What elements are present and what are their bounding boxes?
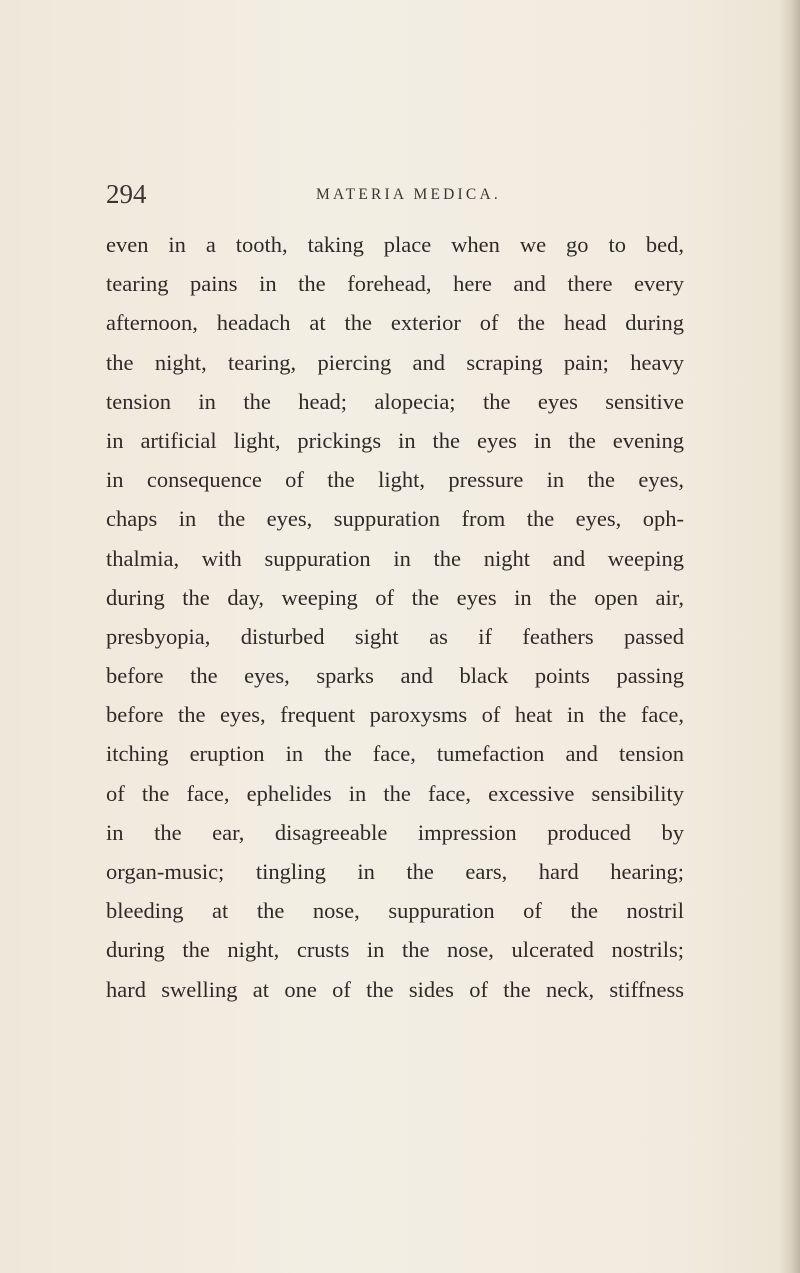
- text-line: tearing pains in the forehead, here and there every: [106, 271, 684, 297]
- text-line: the night, tearing, piercing and scraping pain; heavy: [106, 349, 684, 375]
- running-head: MATERIA MEDICA.: [316, 186, 501, 203]
- text-line: itching eruption in the face, tumefaction and tension: [106, 741, 684, 767]
- text-line: afternoon, headach at the exterior of the head during: [106, 310, 684, 336]
- body-text: [106, 225, 684, 1009]
- text-line: organ-music; tingling in the ears, hard hearing;: [106, 859, 684, 884]
- text-line: before the eyes, sparks and black points passing: [106, 663, 684, 689]
- text-line: in consequence of the light, pressure in the eyes,: [106, 467, 684, 493]
- text-line: chaps in the eyes, suppuration from the eyes, oph-: [106, 506, 684, 532]
- text-line: hard swelling at one of the sides of the neck, stiffness: [106, 976, 684, 1002]
- text-line: tension in the head; alopecia; the eyes sensitive: [106, 388, 684, 414]
- text-line: in the ear, disagreeable impression produced by: [106, 819, 684, 845]
- text-line: during the day, weeping of the eyes in the open air,: [106, 584, 684, 610]
- page-header: [106, 178, 706, 214]
- text-line: even in a tooth, taking place when we go to bed,: [106, 232, 684, 257]
- text-line: during the night, crusts in the nose, ulcerated nostrils;: [106, 937, 684, 963]
- page-number: 294: [106, 179, 147, 209]
- text-line: presbyopia, disturbed sight as if feathers passed: [106, 623, 684, 649]
- text-line: bleeding at the nose, suppuration of the nostril: [106, 898, 684, 924]
- text-line: of the face, ephelides in the face, excessive sensibility: [106, 780, 684, 806]
- page-edge-shadow: [778, 0, 800, 1273]
- text-line: thalmia, with suppuration in the night and weeping: [106, 545, 684, 571]
- text-line: before the eyes, frequent paroxysms of heat in the face,: [106, 702, 684, 728]
- text-line: in artificial light, prickings in the eyes in the evening: [106, 427, 684, 453]
